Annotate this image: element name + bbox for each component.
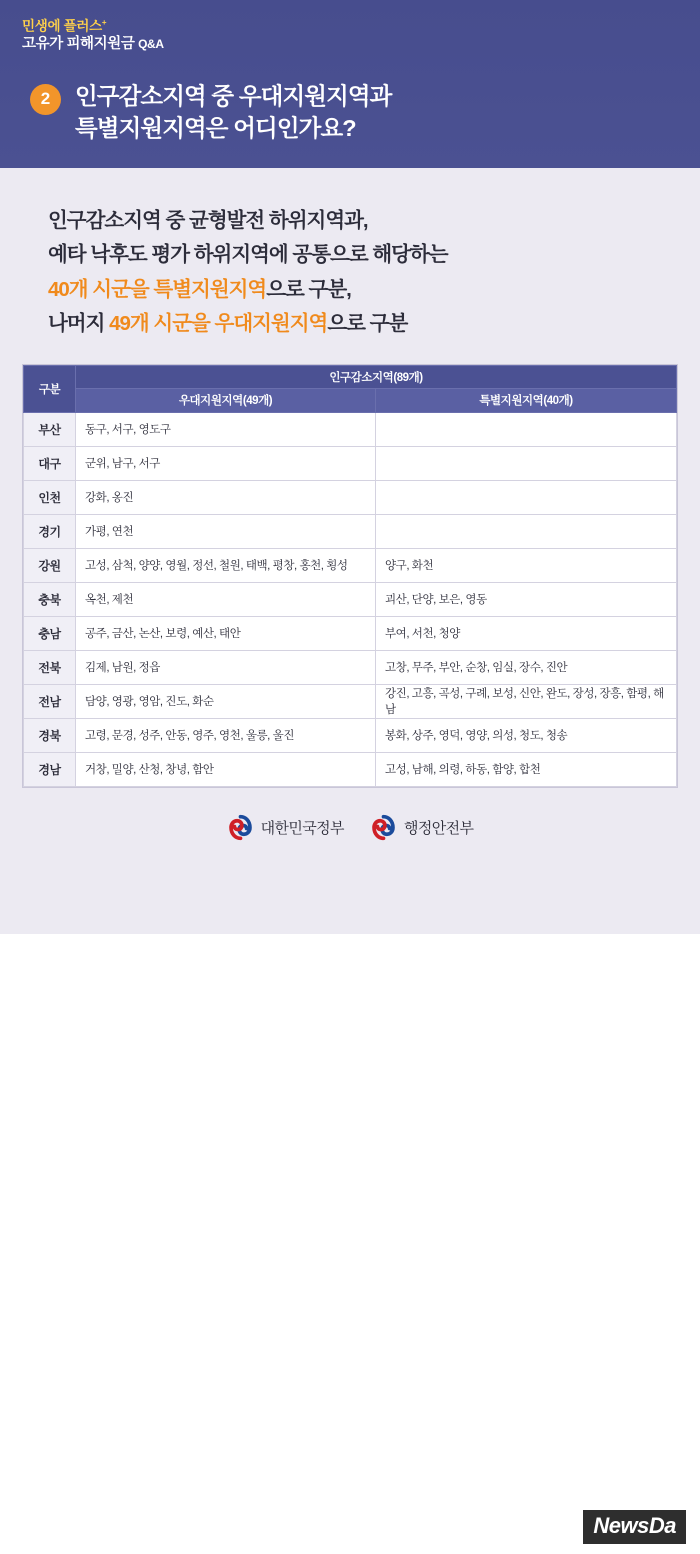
table-row [24, 718, 677, 752]
question-title [75, 80, 391, 145]
table-row [24, 514, 677, 548]
lede-line-4-head: 나머지 [48, 312, 110, 336]
table-body [24, 412, 677, 786]
table-cell-priority: 군위, 남구, 서구 [76, 446, 376, 480]
lede-highlight-priority: 49개 시군을 우대지원지역 [109, 312, 328, 336]
table-row [24, 582, 677, 616]
lede-line-4-tail: 으로 구분 [327, 312, 408, 336]
table-row [24, 548, 677, 582]
lede-line-3-tail: 으로 구분, [266, 277, 351, 301]
brand-qa-label: Q&A [138, 36, 164, 51]
table-head [24, 365, 677, 412]
regions-table-card [22, 364, 678, 788]
table-header-row-1 [24, 365, 677, 388]
table-row [24, 446, 677, 480]
table-cell-priority: 거창, 밀양, 산청, 창녕, 함안 [76, 752, 376, 786]
table-row-region: 대구 [24, 446, 76, 480]
table-cell-priority: 옥천, 제천 [76, 582, 376, 616]
table-cell-priority: 고령, 문경, 성주, 안동, 영주, 영천, 울릉, 울진 [76, 718, 376, 752]
lede-highlight-special: 40개 시군을 특별지원지역 [48, 277, 267, 301]
table-row-region: 전남 [24, 684, 76, 718]
brand-line-1 [22, 18, 700, 35]
table-cell-special: 괴산, 단양, 보은, 영동 [376, 582, 677, 616]
brand-line-2 [22, 36, 700, 54]
brand-block [0, 14, 700, 54]
logo-mois-label: 행정안전부 [403, 819, 474, 837]
table-header-row-2 [24, 388, 677, 412]
table-header-group: 인구감소지역(89개) [76, 365, 677, 388]
table-row-region: 경북 [24, 718, 76, 752]
table-cell-special: 고성, 남해, 의령, 하동, 함양, 합천 [376, 752, 677, 786]
table-header-priority: 우대지원지역(49개) [76, 388, 376, 412]
table-cell-priority: 강화, 옹진 [76, 480, 376, 514]
table-cell-priority: 가평, 연천 [76, 514, 376, 548]
table-cell-special: 봉화, 상주, 영덕, 영양, 의성, 청도, 청송 [376, 718, 677, 752]
lede-line-2: 예타 낙후도 평가 하위지역에 공통으로 해당하는 [48, 243, 448, 267]
table-cell-priority: 고성, 삼척, 양양, 영월, 정선, 철원, 태백, 평창, 홍천, 횡성 [76, 548, 376, 582]
table-cell-special: 강진, 고흥, 곡성, 구례, 보성, 신안, 완도, 장성, 장흥, 함평, 해남 [376, 684, 677, 718]
table-row-region: 전북 [24, 650, 76, 684]
table-row-region: 충북 [24, 582, 76, 616]
brand-line-1-text: 민생에 플러스 [22, 18, 102, 34]
table-header-gubun: 구분 [24, 365, 76, 412]
table-row-region: 인천 [24, 480, 76, 514]
table-row [24, 684, 677, 718]
regions-table [23, 365, 677, 787]
table-cell-special: 부여, 서천, 청양 [376, 616, 677, 650]
table-header-special: 특별지원지역(40개) [376, 388, 677, 412]
taegeuk-icon-2 [370, 814, 397, 841]
footer-logos [0, 788, 700, 841]
table-cell-special [376, 514, 677, 548]
question-title-line-2: 특별지원지역은 어디인가요? [75, 115, 356, 142]
table-cell-priority: 담양, 영광, 영암, 진도, 화순 [76, 684, 376, 718]
footer-zone [0, 788, 700, 1554]
table-row-region: 경남 [24, 752, 76, 786]
content-area [0, 168, 700, 1538]
header-banner [0, 0, 700, 168]
taegeuk-icon [227, 814, 254, 841]
table-cell-special [376, 480, 677, 514]
brand-superscript: + [101, 18, 107, 27]
table-row [24, 650, 677, 684]
table-row-region: 충남 [24, 616, 76, 650]
table-row-region: 부산 [24, 412, 76, 446]
question-title-line-1: 인구감소지역 중 우대지원지역과 [75, 82, 392, 109]
logo-government-label: 대한민국정부 [260, 819, 344, 837]
table-cell-special: 고창, 무주, 부안, 순창, 임실, 장수, 진안 [376, 650, 677, 684]
table-cell-special [376, 446, 677, 480]
lede-line-3 [48, 273, 700, 307]
lede-line-1: 인구감소지역 중 균형발전 하위지역과, [48, 209, 368, 232]
table-row-region: 경기 [24, 514, 76, 548]
lede-line-4 [48, 307, 700, 341]
table-row [24, 752, 677, 786]
table-cell-priority: 김제, 남원, 정읍 [76, 650, 376, 684]
question-block [30, 80, 700, 145]
table-row-region: 강원 [24, 548, 76, 582]
table-cell-priority: 공주, 금산, 논산, 보령, 예산, 태안 [76, 616, 376, 650]
table-cell-special: 양구, 화천 [376, 548, 677, 582]
brand-line-2-text: 고유가 피해지원금 [22, 35, 135, 52]
lede-paragraph [0, 168, 700, 342]
table-cell-special [376, 412, 677, 446]
table-row [24, 480, 677, 514]
table-cell-priority: 동구, 서구, 영도구 [76, 412, 376, 446]
watermark-badge: NewsDa [583, 1510, 686, 1544]
question-number-badge: 2 [30, 84, 61, 115]
table-row [24, 616, 677, 650]
logo-government [227, 814, 344, 841]
table-row [24, 412, 677, 446]
logo-mois [370, 814, 473, 841]
